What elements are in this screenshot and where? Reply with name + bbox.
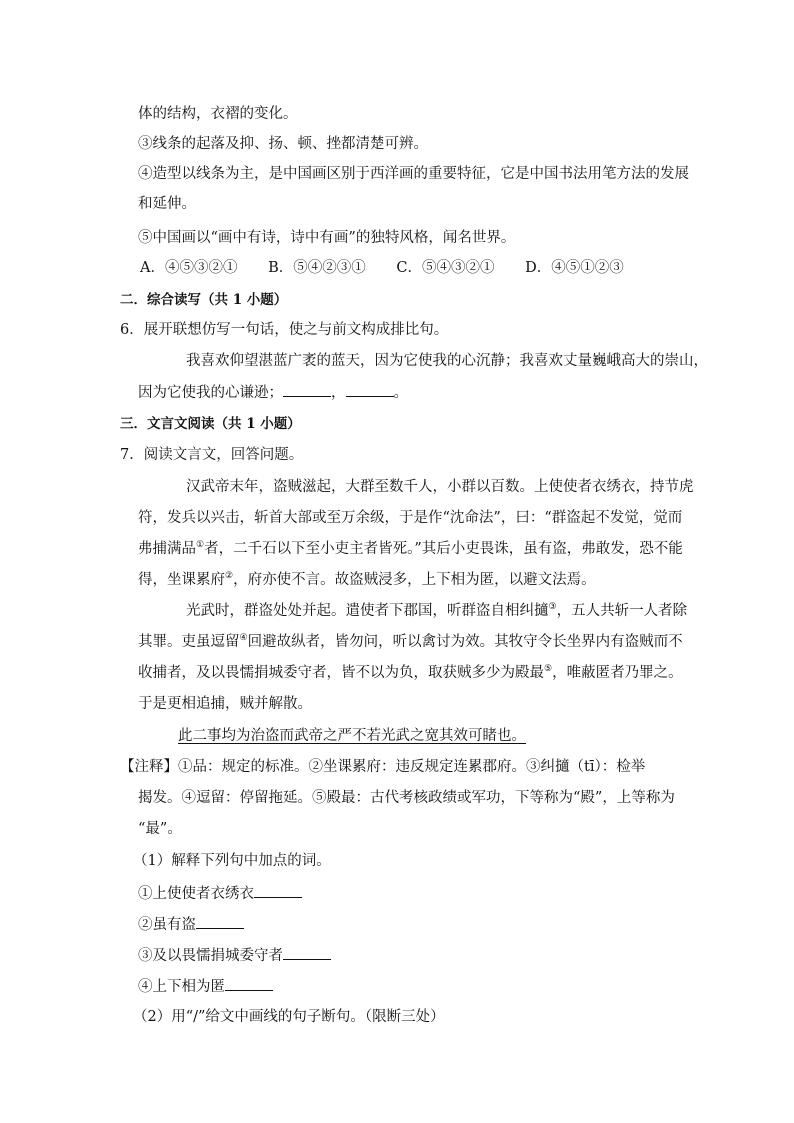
notes-line: 揭发。④逗留：停留拖延。⑤殿最：古代考核政绩或军功，下等称为“殿”，上等称为 [138, 790, 675, 806]
passage-text: 其罪。吏虽逗留 [138, 634, 240, 650]
q5-item-4-cont: 和延伸。 [138, 196, 196, 212]
passage-text: 光武时，群盗处处并起。遣使者下郡国，听群盗自相纠擿 [186, 603, 549, 619]
q6-passage-text: 因为它使我的心谦逊； [138, 385, 283, 401]
passage-text: ，五人共斩一人者除 [556, 603, 688, 619]
answer-blank[interactable] [225, 976, 273, 991]
footnote-ref: ② [225, 571, 234, 581]
q5-item-3: ③线条的起落及抑、扬、顿、挫都清楚可辨。 [138, 136, 428, 152]
passage-line [138, 632, 683, 652]
sub1-item-3 [138, 945, 331, 966]
q5-item-4: ④造型以线条为主，是中国画区别于西洋画的重要特征，它是中国书法用笔方法的发展 [138, 166, 689, 182]
passage-text: 弗捕满品 [138, 541, 196, 557]
passage-text: 者，二千石以下至小吏主者皆死。”其后小吏畏诛，虽有盗，弗敢发，恐不能 [204, 541, 683, 557]
q6-passage-line-2 [138, 382, 408, 403]
passage-line [186, 601, 687, 621]
sub-question-2: （2）用“/”给文中画线的句子断句。（限断三处） [133, 1009, 445, 1025]
passage-text: ，府亦使不言。故盗贼浸多，上下相为匿，以避文法焉。 [233, 572, 596, 588]
option-a[interactable]: A．④⑤③②① [140, 260, 238, 276]
sub1-item-2 [138, 914, 244, 935]
passage-text: 回避故纵者，皆勿问，听以禽讨为效。其牧守令长坐界内有盗贼而不 [247, 634, 683, 650]
sub1-item-1 [138, 883, 302, 904]
passage-text: ，唯蔽匿者乃罪之。 [552, 665, 683, 681]
passage-line: 于是更相追捕，贼并解散。 [138, 696, 312, 712]
sub-question-1: （1）解释下列句中加点的词。 [133, 853, 331, 869]
footnote-ref: ⑤ [544, 664, 553, 674]
option-c[interactable]: C．⑤④③②① [396, 260, 495, 276]
answer-blank[interactable] [346, 382, 394, 397]
section-3-heading: 三．文言文阅读（共 1 小题） [120, 416, 301, 432]
passage-line [138, 570, 596, 590]
option-b[interactable]: B．⑤④②③① [268, 260, 366, 276]
footnote-ref: ③ [548, 602, 557, 612]
q5-text-line: 体的结构，衣褶的变化。 [138, 106, 298, 122]
underlined-sentence: 此二事均为治盗而武帝之严不若光武之宽其效可睹也。 [178, 728, 526, 744]
section-2-heading: 二．综合读写（共 1 小题） [120, 292, 288, 308]
passage-line [138, 539, 683, 559]
q5-item-5: ⑤中国画以“画中有诗，诗中有画”的独特风格，闻名世界。 [138, 230, 516, 246]
passage-line: 符，发兵以兴击，斩首大部或至万余级，于是作“沈命法”，曰：“群盗起不发觉，觉而 [138, 510, 683, 526]
answer-blank[interactable] [196, 914, 244, 929]
passage-text: 得，坐课累府 [138, 572, 225, 588]
q6-stem: 6．展开联想仿写一句话，使之与前文构成排比句。 [120, 322, 449, 338]
answer-blank[interactable] [283, 382, 331, 397]
q6-passage-line-1: 我喜欢仰望湛蓝广袤的蓝天，因为它使我的心沉静；我喜欢丈量巍峨高大的崇山， [186, 353, 708, 369]
passage-line [138, 663, 683, 683]
answer-blank[interactable] [254, 883, 302, 898]
item-text: ②虽有盗 [138, 917, 196, 933]
q5-options [140, 258, 650, 278]
answer-blank[interactable] [283, 945, 331, 960]
footnote-ref: ④ [239, 633, 248, 643]
sub1-item-4 [138, 976, 273, 997]
q6-separator: ， [331, 385, 346, 401]
notes-line: 【注释】①品：规定的标准。②坐课累府：违反规定连累郡府。③纠擿（tī）：检举 [120, 759, 646, 775]
notes-line: “最”。 [138, 821, 182, 837]
footnote-ref: ① [196, 540, 205, 550]
option-d[interactable]: D．④⑤①②③ [525, 260, 624, 276]
passage-text: 收捕者，及以畏懦捐城委守者，皆不以为负，取获贼多少为殿最 [138, 665, 544, 681]
item-text: ④上下相为匿 [138, 979, 225, 995]
passage-line: 汉武帝末年，盗贼滋起，大群至数千人，小群以百数。上使使者衣绣衣，持节虎 [186, 479, 694, 495]
q7-stem: 7．阅读文言文，回答问题。 [120, 447, 304, 463]
item-text: ①上使使者衣绣衣 [138, 886, 254, 902]
item-text: ③及以畏懦捐城委守者 [138, 948, 283, 964]
q6-end: 。 [393, 385, 408, 401]
